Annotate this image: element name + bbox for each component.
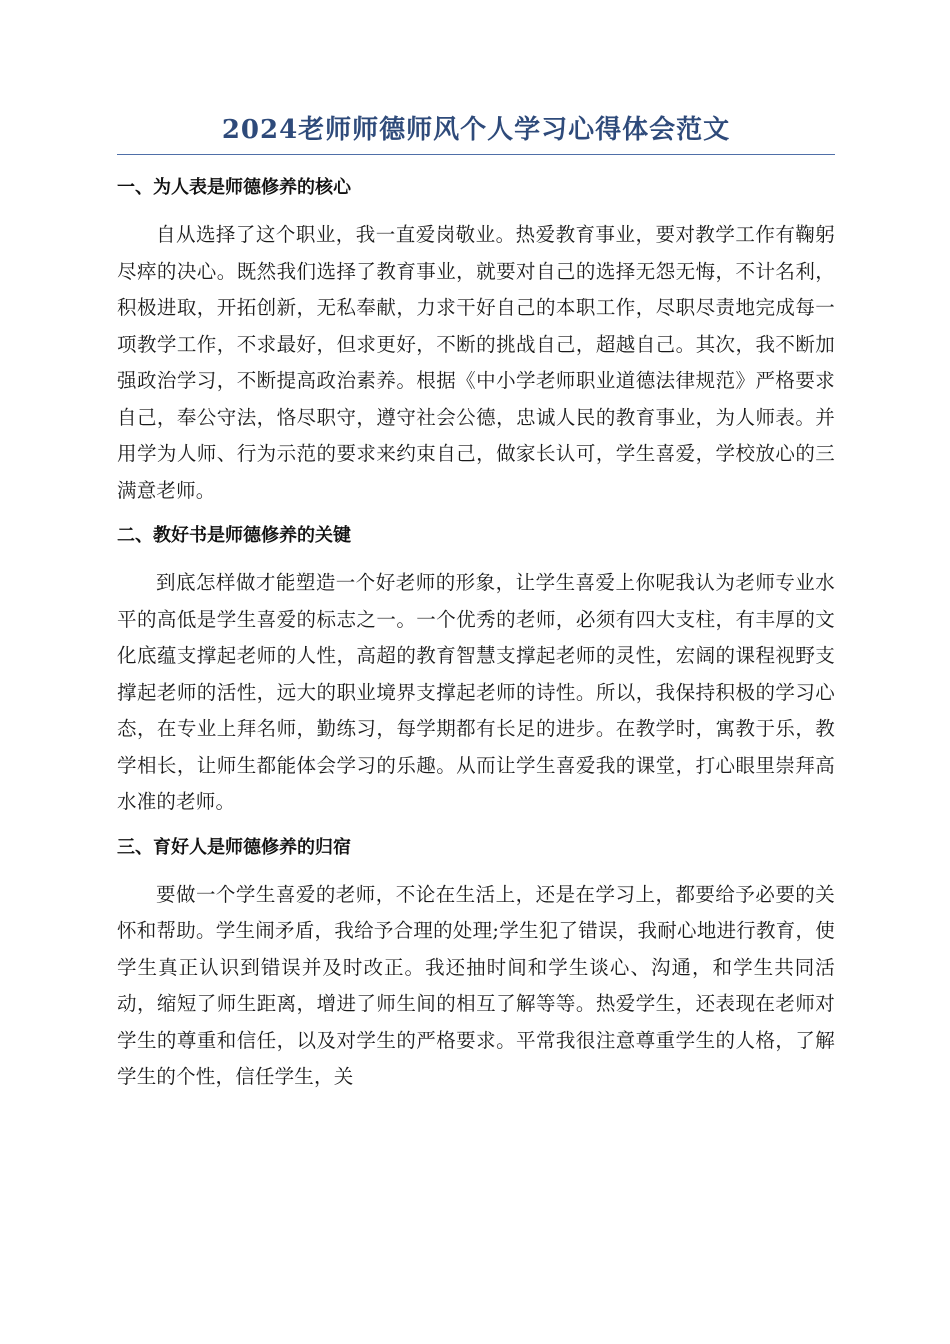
section-2: [117, 521, 835, 821]
section-heading: 二、教好书是师德修养的关键: [117, 525, 351, 546]
document-page: [117, 110, 835, 1108]
section-1: [117, 173, 835, 509]
section-paragraph: 自从选择了这个职业，我一直爱岗敬业。热爱教育事业，要对教学工作有鞠躬尽瘁的决心。既然我们选择了教育事业，就要对自己的选择无怨无悔，不计名利，积极进取，开拓创新，无私奉献，力求干好自己的本职工作，尽职尽责地完成每一项教学工作，不求最好，但求更好，不断的挑战自己，超越自己。其次，我不断加强政治学习，不断提高政治素养。根据《中小学老师职业道德法律规范》严格要求自己，奉公守法，恪尽职守，遵守社会公德，忠诚人民的教育事业，为人师表。并用学为人师、行为示范的要求来约束自己，做家长认可，学生喜爱，学校放心的三满意老师。: [117, 223, 835, 502]
section-3: [117, 833, 835, 1096]
section-paragraph: 到底怎样做才能塑造一个好老师的形象，让学生喜爱上你呢我认为老师专业水平的高低是学生喜爱的标志之一。一个优秀的老师，必须有四大支柱，有丰厚的文化底蕴支撑起老师的人性，高超的教育智慧支撑起老师的灵性，宏阔的课程视野支撑起老师的活性，远大的职业境界支撑起老师的诗性。所以，我保持积极的学习心态，在专业上拜名师，勤练习，每学期都有长足的进步。在教学时，寓教于乐，教学相长，让师生都能体会学习的乐趣。从而让学生喜爱我的课堂，打心眼里崇拜高水准的老师。: [117, 571, 835, 813]
section-heading: 一、为人表是师德修养的核心: [117, 177, 351, 198]
section-paragraph: 要做一个学生喜爱的老师，不论在生活上，还是在学习上，都要给予必要的关怀和帮助。学生闹矛盾，我给予合理的处理;学生犯了错误，我耐心地进行教育，使学生真正认识到错误并及时改正。我还抽时间和学生谈心、沟通，和学生共同活动，缩短了师生距离，增进了师生间的相互了解等等。热爱学生，还表现在老师对学生的尊重和信任，以及对学生的严格要求。平常我很注意尊重学生的人格，了解学生的个性，信任学生，关: [117, 882, 835, 1088]
section-heading: 三、育好人是师德修养的归宿: [117, 836, 351, 858]
document-title: 2024老师师德师风个人学习心得体会范文: [221, 115, 731, 145]
title-underline: [117, 154, 835, 155]
